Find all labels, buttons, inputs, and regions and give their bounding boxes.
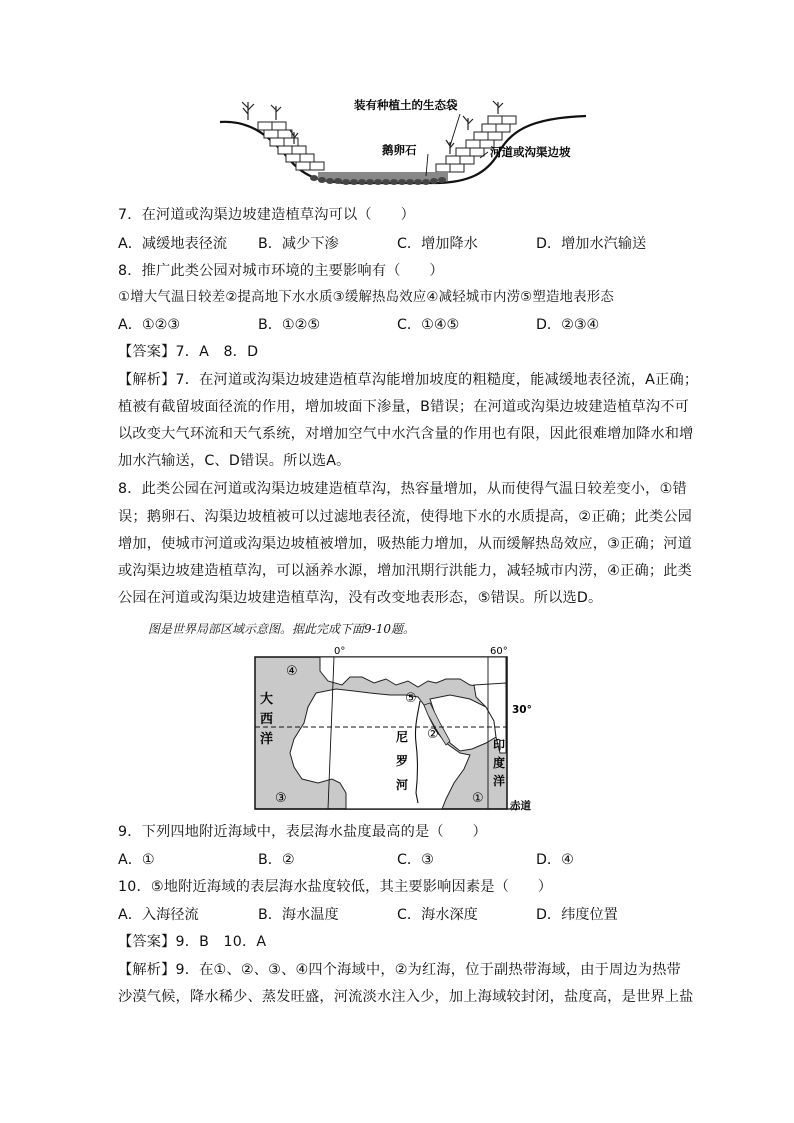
- q7-option-a: A．减缓地表径流: [118, 236, 228, 252]
- q9-option-c: C．③: [397, 852, 434, 868]
- marker-4: ④: [286, 664, 298, 679]
- q7-option-c: C．增加降水: [397, 236, 478, 252]
- q8-option-d: D．②③④: [536, 317, 600, 333]
- world-region-map: [250, 643, 550, 813]
- label-ecological-bag: 装有种植土的生态袋: [354, 98, 458, 112]
- label-lat-30: 30°: [512, 704, 532, 716]
- q8-option-b: B．①②⑤: [258, 317, 321, 333]
- analysis-line: 【解析】7．在河道或沟渠边坡建造植草沟能增加坡度的粗糙度，能减缓地表径流，A正确；: [118, 372, 699, 388]
- analysis-line: 或沟渠边坡建造植草沟，可以涵养水源，增加汛期行洪能力，减轻城市内涝，④正确；此类: [118, 563, 693, 579]
- analysis-line: 沙漠气候，降水稀少、蒸发旺盛，河流淡水注入少，加上海域较封闭，盐度高，是世界上盐: [118, 989, 694, 1005]
- analysis-line: 加水汽输送，C、D错误。所以选A。: [118, 453, 351, 469]
- answer-7-8: 【答案】7．A 8．D: [118, 344, 259, 360]
- q10-option-c: C．海水深度: [397, 907, 478, 923]
- label-nile-1: 尼: [396, 730, 409, 744]
- q9-option-a: A．①: [118, 852, 155, 868]
- q9-option-d: D．④: [536, 852, 574, 868]
- q10-option-b: B．海水温度: [258, 907, 339, 923]
- label-equator: 赤道: [510, 800, 531, 812]
- analysis-line: 增加，使城市河道或沟渠边坡植被增加，吸热能力增加，从而缓解热岛效应，③正确；河道: [118, 536, 693, 552]
- question-8-stem: 8．推广此类公园对城市环境的主要影响有（ ）: [118, 263, 444, 279]
- question-10-stem: 10．⑤地附近海域的表层海水盐度较低，其主要影响因素是（ ）: [118, 879, 553, 895]
- marker-3: ③: [275, 791, 287, 806]
- label-atlantic-3: 洋: [260, 732, 274, 747]
- ditch-cross-section-figure: [218, 96, 588, 192]
- analysis-line: 误；鹅卵石、沟渠边坡植被可以过滤地表径流，使得地下水的水质提高，②正确；此类公园: [118, 509, 693, 525]
- q8-option-c: C．①④⑤: [397, 317, 460, 333]
- analysis-line: 公园在河道或沟渠边坡建造植草沟，没有改变地表形态，⑤错误。所以选D。: [118, 590, 603, 606]
- q7-option-d: D．增加水汽输送: [536, 236, 647, 252]
- label-indian-3: 洋: [493, 774, 506, 788]
- question-8-items: ①增大气温日较差②提高地下水水质③缓解热岛效应④减轻城市内涝⑤塑造地表形态: [118, 290, 614, 305]
- q10-option-d: D．纬度位置: [536, 907, 618, 923]
- label-nile-3: 河: [396, 778, 409, 792]
- question-7-stem: 7．在河道或沟渠边坡建造植草沟可以（ ）: [118, 207, 415, 223]
- label-indian-2: 度: [493, 756, 506, 770]
- question-9-stem: 9．下列四地附近海域中，表层海水盐度最高的是（ ）: [118, 824, 487, 840]
- analysis-line: 8．此类公园在河道或沟渠边坡建造植草沟，热容量增加，从而使得气温日较差变小，①错: [118, 481, 687, 497]
- label-pebble: 鹅卵石: [382, 143, 417, 157]
- q8-option-a: A．①②③: [118, 317, 181, 333]
- label-slope: 河道或沟渠边坡: [490, 145, 571, 159]
- label-indian-1: 印: [493, 738, 506, 752]
- analysis-line: 以改变大气环流和天气系统，对增加空气中水汽含量的作用也有限，因此很难增加降水和增: [118, 426, 694, 442]
- label-nile-2: 罗: [396, 754, 409, 768]
- label-atlantic-1: 大: [260, 692, 274, 707]
- analysis-line: 植被有截留坡面径流的作用，增加坡面下渗量，B错误；在河道或沟渠边坡建造植草沟不可: [118, 399, 690, 415]
- q10-option-a: A．入海径流: [118, 907, 199, 923]
- marker-2: ②: [427, 727, 439, 742]
- label-lon-0: 0°: [334, 646, 346, 657]
- answer-9-10: 【答案】9．B 10．A: [118, 934, 267, 950]
- q7-option-b: B．减少下渗: [258, 236, 339, 252]
- q9-option-b: B．②: [258, 852, 295, 868]
- marker-5: ⑤: [405, 691, 417, 706]
- analysis-line: 【解析】9．在①、②、③、④四个海域中，②为红海，位于副热带海域，由于周边为热带: [118, 962, 681, 978]
- label-lon-60: 60°: [490, 646, 508, 657]
- label-atlantic-2: 西: [260, 712, 274, 727]
- map-caption: 图是世界局部区域示意图。据此完成下面9-10题。: [148, 622, 415, 636]
- marker-1: ①: [472, 791, 484, 806]
